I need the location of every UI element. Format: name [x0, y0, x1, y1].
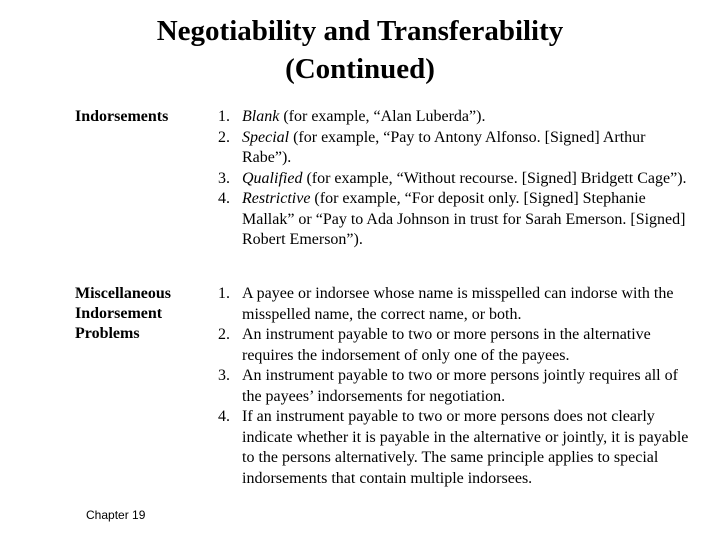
item-number: 1.: [218, 285, 230, 302]
item-text: An instrument payable to two or more persons jointly requires all of the payees’ indorsements for negotiation.: [242, 367, 678, 405]
item-number: 4.: [218, 408, 230, 425]
list-item: [218, 189, 698, 251]
item-text: (for example, “Alan Luberda”).: [279, 108, 486, 125]
item-number: 3.: [218, 367, 230, 384]
footer-chapter: Chapter 19: [86, 508, 146, 522]
slide-title-line1: Negotiability and Transferability: [156, 15, 564, 47]
slide-title-line2: (Continued): [285, 53, 435, 85]
item-number: 4.: [218, 190, 230, 207]
item-number: 1.: [218, 108, 230, 125]
misc-problems-list: [218, 284, 698, 489]
item-text: (for example, “Without recourse. [Signed] Bridgett Cage”).: [302, 169, 687, 187]
list-item: [218, 366, 698, 407]
item-number: 3.: [218, 169, 230, 187]
slide-title: [0, 12, 720, 88]
misc-problems-label: Miscellaneous Indorsement Problems: [75, 285, 171, 342]
item-term: Restrictive: [242, 190, 311, 207]
item-number: 2.: [218, 128, 230, 146]
indorsements-label: Indorsements: [75, 108, 169, 125]
list-item: [218, 107, 698, 128]
list-item: [218, 407, 698, 489]
item-term: Qualified: [242, 169, 303, 187]
item-text: If an instrument payable to two or more persons does not clearly indicate whether it is payable in the alternative or jointly, it is payable to the persons alternatively. The same principle applies to special indorsements that contain multiple indorsees.: [242, 408, 689, 487]
item-text: (for example, “Pay to Antony Alfonso. [Signed] Arthur Rabe”).: [242, 128, 646, 166]
list-item: [218, 128, 698, 169]
item-term: Blank: [242, 108, 280, 125]
list-item: [218, 284, 698, 325]
item-text: A payee or indorsee whose name is misspelled can indorse with the misspelled name, the correct name, or both.: [242, 285, 674, 323]
item-term: Special: [242, 128, 290, 146]
list-item: [218, 325, 698, 366]
item-number: 2.: [218, 326, 230, 343]
indorsements-list: [218, 107, 698, 251]
list-item: [218, 169, 698, 190]
item-text: (for example, “For deposit only. [Signed] Stephanie Mallak” or “Pay to Ada Johnson in trust for Sarah Emerson. [Signed] Robert Emerson”).: [242, 190, 686, 248]
item-text: An instrument payable to two or more persons in the alternative requires the indorsement of only one of the payees.: [242, 326, 651, 364]
